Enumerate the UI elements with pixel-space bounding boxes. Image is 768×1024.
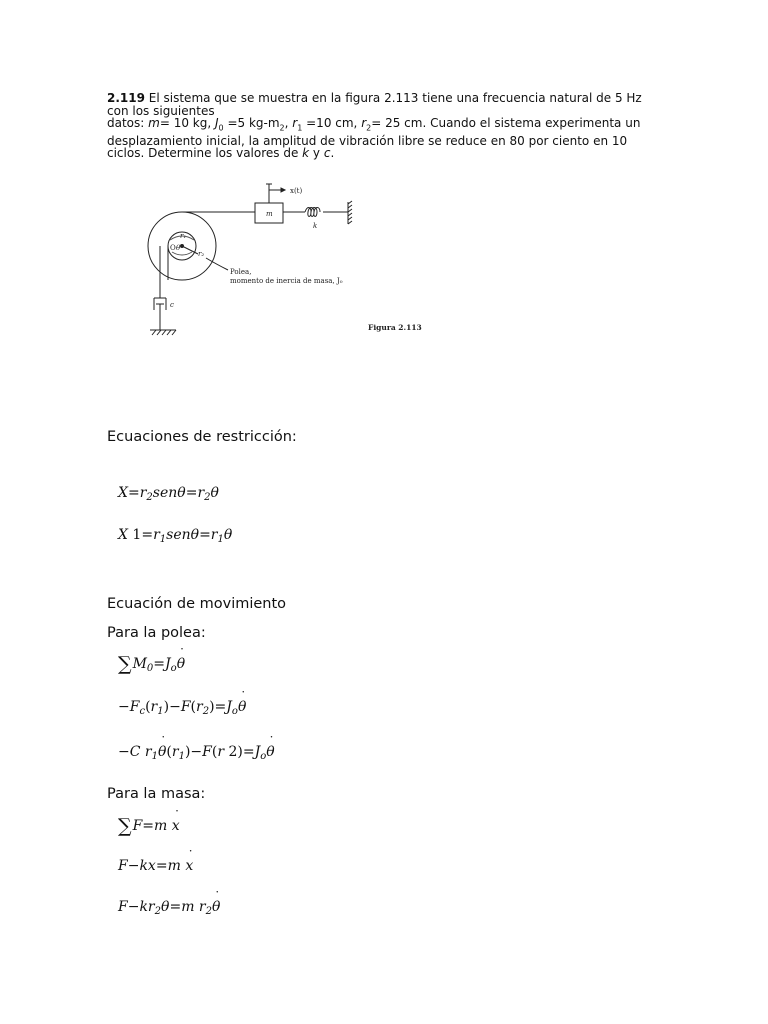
- r1-value: =10 cm,: [302, 116, 362, 130]
- problem-text-2: datos:: [107, 116, 149, 130]
- equation-6: ∑F=m ˙ x: [118, 815, 180, 837]
- x-t-label: x(t): [290, 187, 303, 195]
- figure-2-113: [140, 180, 440, 350]
- pulley-label-1: Polea,: [230, 268, 252, 276]
- theta-label: θ: [176, 244, 181, 252]
- spring-coil: [305, 208, 320, 217]
- equation-7: F−kx=m ˙ x: [118, 858, 193, 874]
- j0-unit-sub: 2: [279, 123, 285, 133]
- k-symbol: k: [302, 146, 310, 161]
- mass-label: m: [266, 210, 273, 218]
- damper-label: c: [170, 301, 174, 309]
- equation-5: −C $r_1˙$ $\theta(r_1)-F(r$ $2)=J_o˙$ θ: [118, 744, 275, 762]
- o-label: O: [170, 244, 176, 252]
- mass-heading: Para la masa:: [107, 786, 206, 802]
- m-symbol: m: [148, 116, 160, 130]
- m-value: = 10 kg,: [159, 116, 215, 130]
- equation-4: $-F_c(r_1)-F(r_2)=J_o˙$ θ: [118, 699, 246, 717]
- r1-symbol: r: [292, 116, 298, 130]
- c-symbol: c: [323, 146, 331, 161]
- j0-symbol: J: [215, 116, 219, 130]
- r2-label: r₂: [198, 250, 205, 258]
- problem-number: 2.119: [107, 91, 145, 105]
- equation-8: $F-kr_2\theta=m$ $r_2˙$ θ: [118, 899, 220, 917]
- r2-value: = 25 cm. Cuando el sistema experimenta un desplazamiento inicial, la amplitud de vibración libre se reduce en 80 por ciento en 10 ciclos. Determine los valores de: [107, 116, 641, 161]
- motion-heading: Ecuación de movimiento: [107, 596, 287, 612]
- r1-sub: 1: [297, 123, 303, 133]
- j0-value: =5 kg-m: [223, 116, 280, 130]
- pulley-heading: Para la polea:: [107, 625, 206, 641]
- problem-statement: 2.119 El sistema que se muestra en la figura 2.113 tiene una frecuencia natural de 5 Hz con los siguientes datos: m= 10 kg, $J_0 =5$ $kg-m_2$, $r_1 =10$ cm, $r_2= 25$ cm. Cuando el sistema experimenta un desplazamiento inicial, la amplitud de vibración libre se reduce en 80 por ciento en 10 ciclos. Determine los valores de k y c.: [107, 91, 642, 161]
- equation-2: X $1=r_1sen\theta=r_1\theta$: [118, 527, 233, 545]
- r2-symbol: r: [361, 116, 367, 130]
- problem-text-1: El sistema que se muestra en la figura 2.113 tiene una frecuencia natural de 5 Hz con los siguientes: [107, 91, 642, 118]
- equation-3: $\sum M_0=J_o˙$ θ: [118, 653, 185, 675]
- pulley-label-2: momento de inercia de masa, J₀: [230, 277, 343, 285]
- j0-sub: 0: [218, 123, 224, 133]
- y-word: y: [309, 146, 324, 161]
- r2-sub: 2: [366, 123, 372, 133]
- spring-label: k: [313, 222, 318, 230]
- period: .: [330, 146, 335, 161]
- constraints-heading: Ecuaciones de restricción:: [107, 429, 297, 445]
- figure-caption: Figura 2.113: [368, 323, 422, 332]
- r1-label: r₁: [180, 232, 187, 240]
- equation-1: $X=r_2sen\theta=r_2\theta$: [118, 485, 219, 503]
